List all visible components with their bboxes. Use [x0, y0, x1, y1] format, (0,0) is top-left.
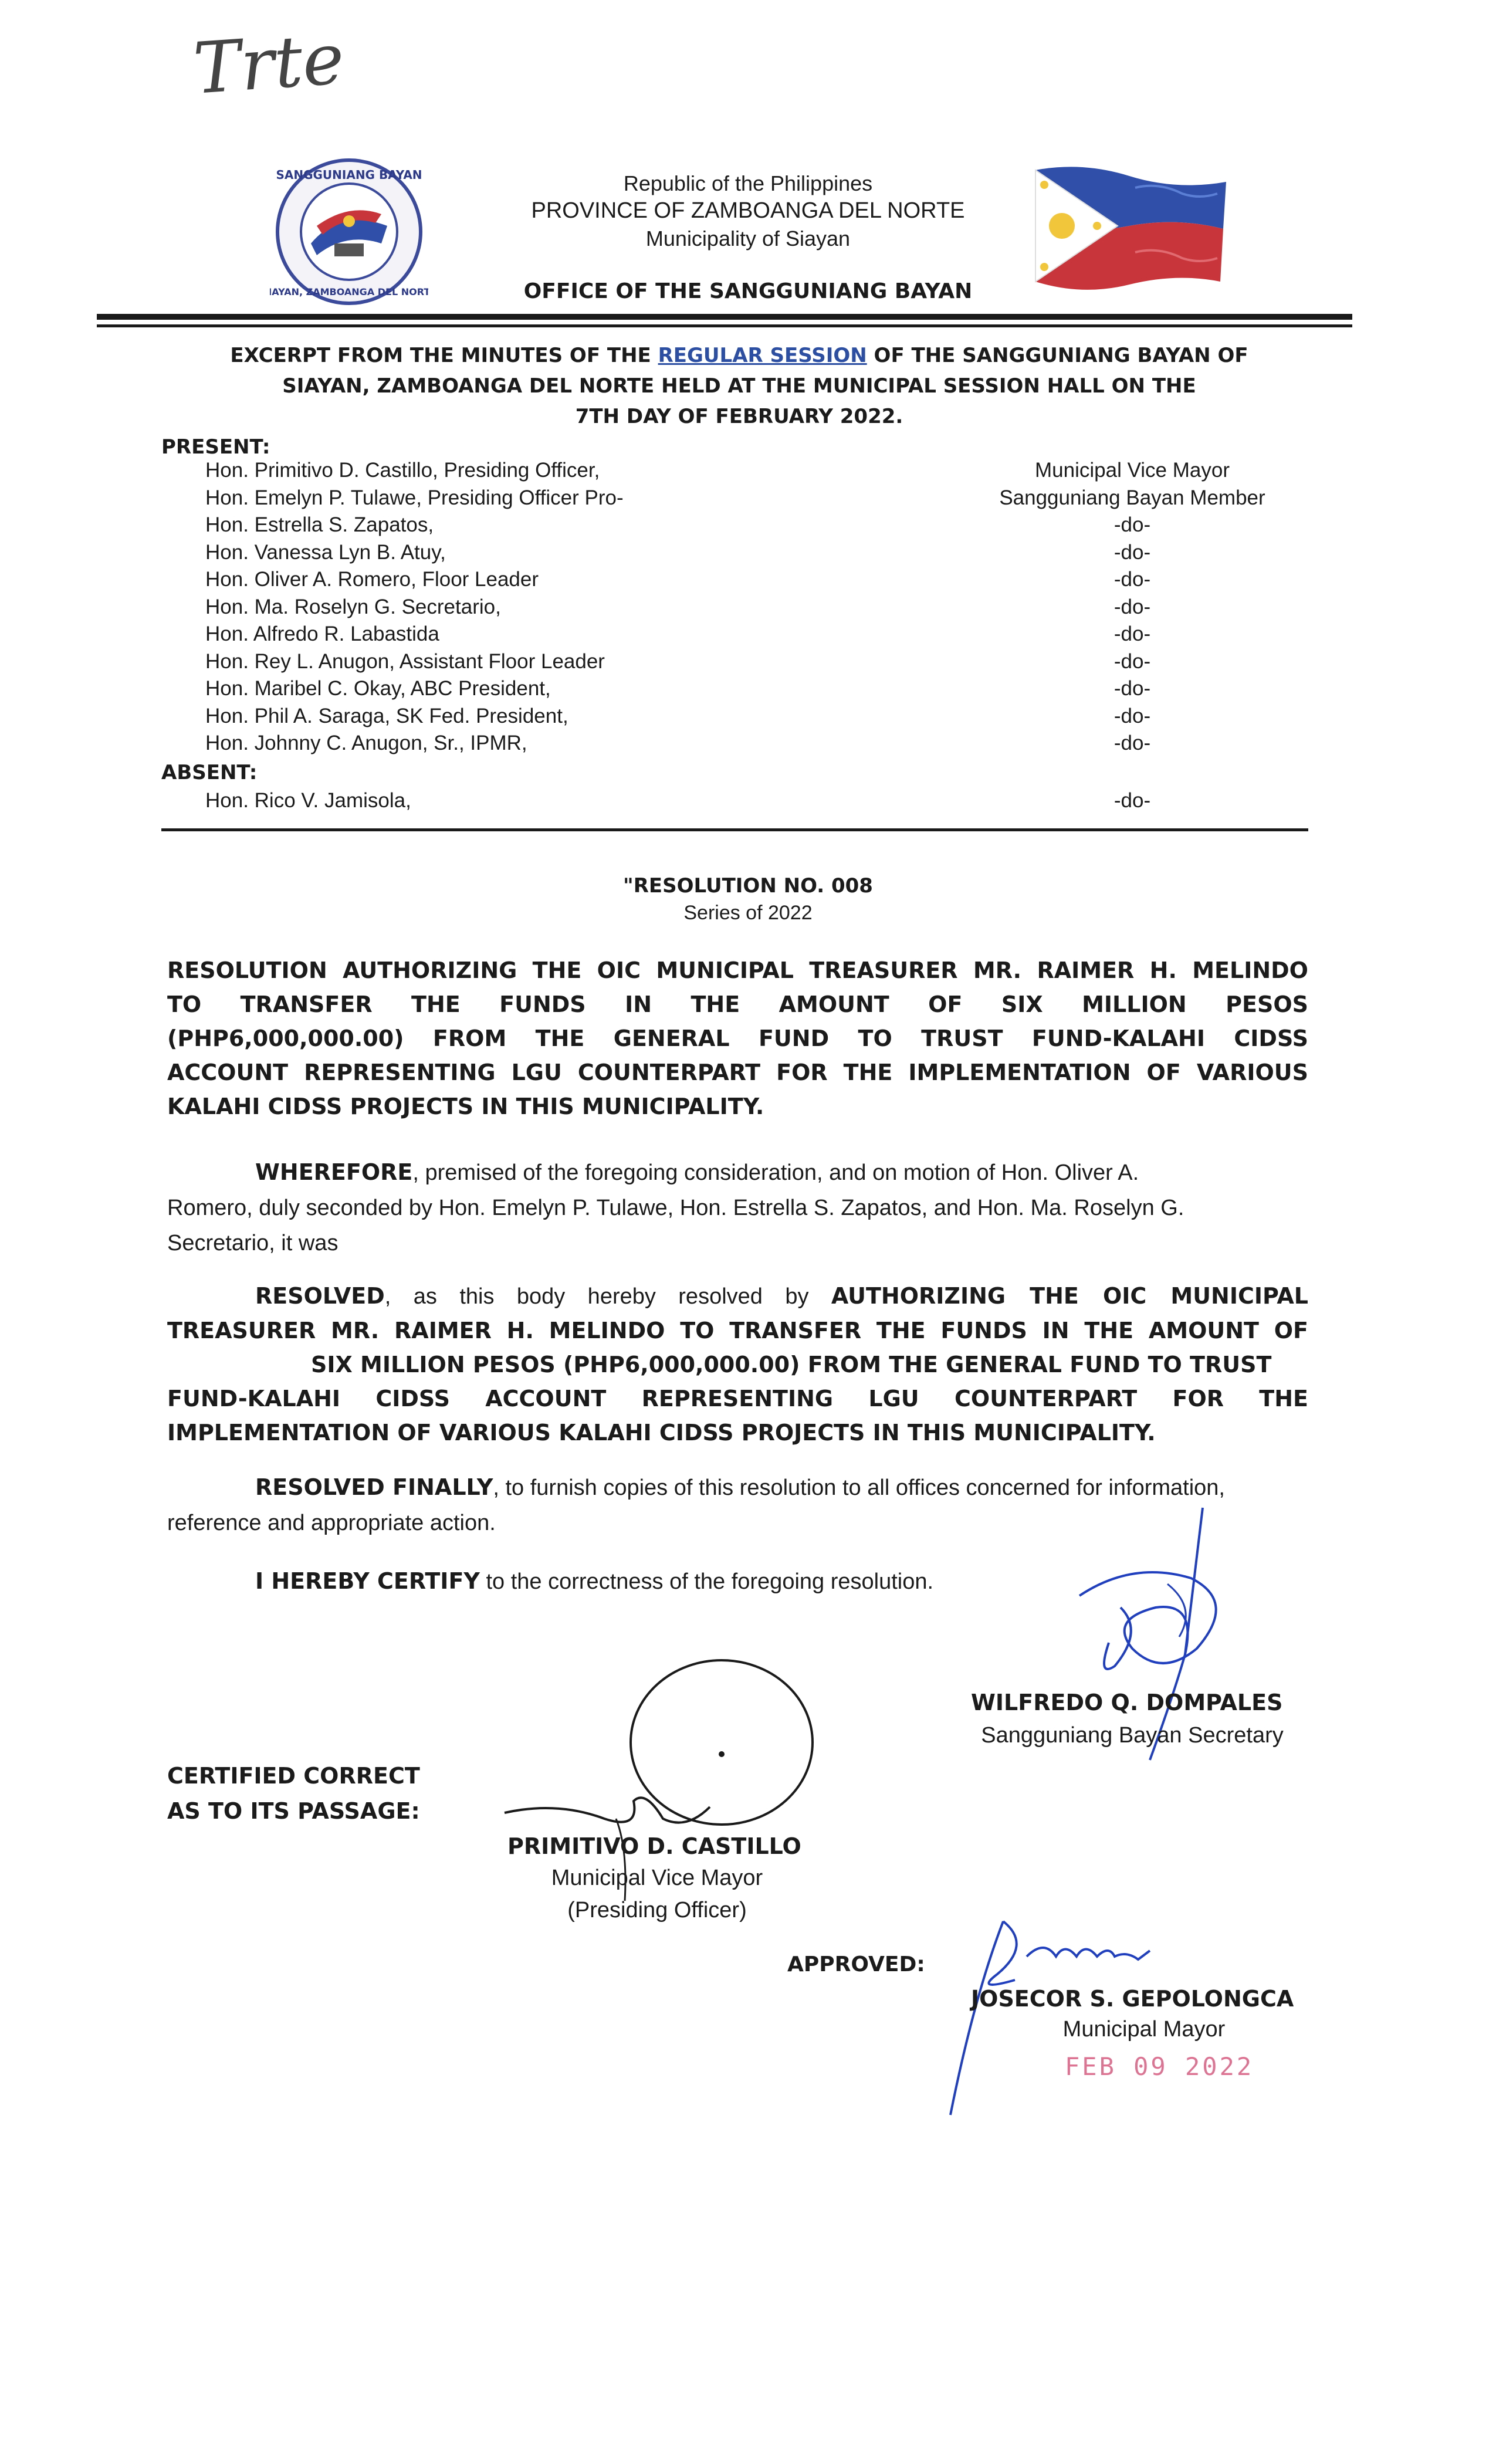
- resolution-number: "RESOLUTION NO. 008: [623, 874, 873, 898]
- member-name: Hon. Emelyn P. Tulawe, Presiding Officer Pro-: [205, 486, 624, 509]
- resolved-lead: RESOLVED: [255, 1283, 385, 1309]
- resolved-text: , as this body hereby resolved by: [384, 1284, 831, 1309]
- excerpt-line1-a: EXCERPT FROM THE MINUTES OF THE: [230, 344, 658, 367]
- member-position: -do-: [1113, 704, 1151, 727]
- member-position: Sangguniang Bayan Member: [999, 486, 1265, 509]
- member-name: Hon. Oliver A. Romero, Floor Leader: [205, 568, 539, 591]
- excerpt-line1-b: OF THE SANGGUNIANG BAYAN OF: [867, 344, 1248, 367]
- mayor-title: Municipal Mayor: [1062, 2017, 1226, 2042]
- secretary-name: WILFREDO Q. DOMPALES: [971, 1690, 1283, 1715]
- member-position: -do-: [1113, 732, 1151, 754]
- resolved-finally-lead: RESOLVED FINALLY: [255, 1474, 493, 1500]
- member-name: Hon. Maribel C. Okay, ABC President,: [205, 677, 551, 700]
- resolved-bold-text: TREASURER MR. RAIMER H. MELINDO TO TRANSFER THE FUNDS IN THE AMOUNT OF: [167, 1318, 1308, 1343]
- header-municipality: Municipality of Siayan: [645, 226, 851, 251]
- resolved-bold-text: FUND-KALAHI CIDSS ACCOUNT REPRESENTING LGU COUNTERPART FOR THE: [167, 1386, 1308, 1412]
- title-line: RESOLUTION AUTHORIZING THE OIC MUNICIPAL TREASURER MR. RAIMER H. MELINDO: [167, 957, 1308, 983]
- vice-mayor-role: (Presiding Officer): [567, 1898, 747, 1923]
- excerpt-line2: SIAYAN, ZAMBOANGA DEL NORTE HELD AT THE MUNICIPAL SESSION HALL ON THE: [282, 374, 1196, 398]
- member-name: Hon. Phil A. Saraga, SK Fed. President,: [205, 704, 568, 727]
- attendance-rule: [161, 828, 1308, 831]
- member-position: -do-: [1113, 622, 1151, 645]
- header-republic: Republic of the Philippines: [623, 171, 873, 195]
- header-office: OFFICE OF THE SANGGUNIANG BAYAN: [523, 279, 973, 303]
- certified-correct-label: CERTIFIED CORRECT: [167, 1763, 420, 1789]
- present-label: PRESENT:: [161, 435, 270, 459]
- absent-label: ABSENT:: [161, 761, 258, 784]
- session-type: REGULAR SESSION: [658, 344, 867, 367]
- wherefore-lead: WHEREFORE: [255, 1159, 413, 1185]
- title-line: (PHP6,000,000.00) FROM THE GENERAL FUND TO TRUST FUND-KALAHI CIDSS: [167, 1025, 1308, 1051]
- member-position: -do-: [1113, 595, 1151, 618]
- certify-lead: I HEREBY CERTIFY: [255, 1568, 480, 1594]
- wherefore-text: , premised of the foregoing consideration, and on motion of Hon. Oliver A.: [412, 1160, 1139, 1185]
- member-name: Hon. Estrella S. Zapatos,: [205, 513, 434, 536]
- resolution-series: Series of 2022: [683, 902, 813, 924]
- member-name: Hon. Vanessa Lyn B. Atuy,: [205, 540, 446, 564]
- member-position: -do-: [1113, 677, 1151, 700]
- wherefore-paragraph: [167, 1155, 1308, 1261]
- member-name: Hon. Rico V. Jamisola,: [205, 789, 411, 812]
- secretary-title: Sangguniang Bayan Secretary: [981, 1723, 1284, 1748]
- resolved-bold-text: SIX MILLION PESOS (PHP6,000,000.00) FROM THE GENERAL FUND TO TRUST: [311, 1352, 1272, 1377]
- mayor-name: JOSECOR S. GEPOLONGCA: [971, 1986, 1294, 2012]
- as-to-passage-label: AS TO ITS PASSAGE:: [167, 1798, 420, 1824]
- member-name: Hon. Ma. Roselyn G. Secretario,: [205, 595, 501, 618]
- sangguniang-bayan-seal: [270, 155, 428, 308]
- member-name: Hon. Rey L. Anugon, Assistant Floor Leader: [205, 649, 605, 673]
- handwritten-annotation: Trte: [191, 18, 347, 110]
- excerpt-line3: 7TH DAY OF FEBRUARY 2022.: [575, 405, 903, 428]
- title-line: KALAHI CIDSS PROJECTS IN THIS MUNICIPALITY.: [167, 1094, 764, 1119]
- resolved-bold-text: AUTHORIZING THE OIC MUNICIPAL: [831, 1283, 1308, 1309]
- resolved-paragraph: [167, 1279, 1308, 1450]
- member-position: -do-: [1113, 568, 1151, 591]
- svg-text:SIAYAN, ZAMBOANGA DEL NORTE: SIAYAN, ZAMBOANGA DEL NORTE: [270, 286, 428, 297]
- member-position: Municipal Vice Mayor: [1035, 459, 1230, 482]
- header-rule-thick: [97, 314, 1352, 320]
- member-position: -do-: [1113, 513, 1151, 536]
- svg-text:SANGGUNIANG BAYAN: SANGGUNIANG BAYAN: [276, 168, 422, 182]
- resolved-bold-text: IMPLEMENTATION OF VARIOUS KALAHI CIDSS PROJECTS IN THIS MUNICIPALITY.: [167, 1420, 1156, 1446]
- resolution-title: [167, 953, 1308, 1123]
- date-stamp: FEB 09 2022: [1065, 2052, 1254, 2081]
- header-province: PROVINCE OF ZAMBOANGA DEL NORTE: [531, 198, 965, 223]
- wherefore-text: Romero, duly seconded by Hon. Emelyn P. Tulawe, Hon. Estrella S. Zapatos, and Hon. Ma. Roselyn G.: [167, 1196, 1184, 1220]
- wherefore-text: Secretario, it was: [167, 1231, 339, 1255]
- title-line: ACCOUNT REPRESENTING LGU COUNTERPART FOR THE IMPLEMENTATION OF VARIOUS: [167, 1060, 1308, 1085]
- excerpt-heading: [129, 340, 1349, 432]
- member-name: Hon. Johnny C. Anugon, Sr., IPMR,: [205, 732, 527, 754]
- member-position: -do-: [1113, 649, 1151, 673]
- title-line: TO TRANSFER THE FUNDS IN THE AMOUNT OF SIX MILLION PESOS: [167, 991, 1308, 1017]
- vice-mayor-title: Municipal Vice Mayor: [551, 1866, 763, 1890]
- approved-label: APPROVED:: [787, 1952, 925, 1976]
- resolved-finally-text: reference and appropriate action.: [167, 1511, 496, 1535]
- header-rule-thin: [97, 324, 1352, 327]
- member-position: -do-: [1113, 789, 1151, 812]
- member-position: -do-: [1113, 540, 1151, 564]
- member-name: Hon. Alfredo R. Labastida: [205, 622, 439, 645]
- member-name: Hon. Primitivo D. Castillo, Presiding Officer,: [205, 459, 600, 482]
- certify-text: to the correctness of the foregoing resolution.: [479, 1569, 934, 1594]
- resolved-finally-text: , to furnish copies of this resolution to all offices concerned for information,: [493, 1475, 1225, 1500]
- vice-mayor-name: PRIMITIVO D. CASTILLO: [507, 1833, 801, 1859]
